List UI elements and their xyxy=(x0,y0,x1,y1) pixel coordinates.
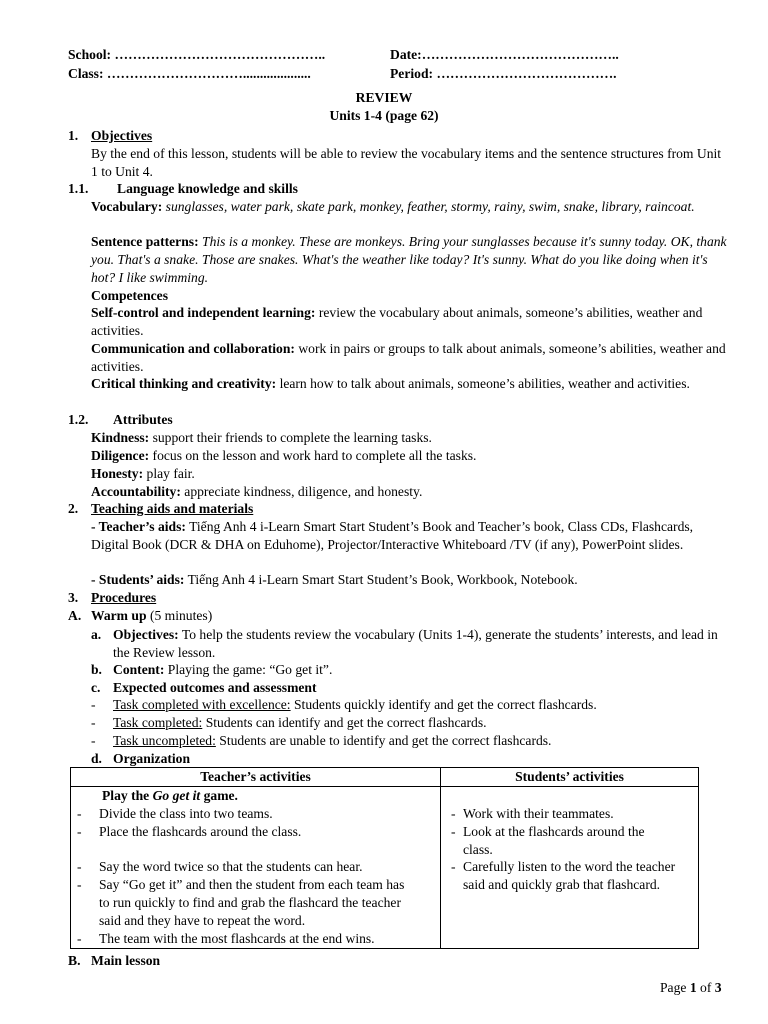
student-step-text: Work with their teammates. xyxy=(463,806,614,821)
step-dash: - xyxy=(77,823,82,839)
teacher-step-text: Say the word twice so that the students can hear. xyxy=(99,859,363,875)
kindness-text: support their friends to complete the learning tasks. xyxy=(152,430,432,445)
period-line xyxy=(390,65,617,83)
vocabulary-paragraph xyxy=(91,198,721,216)
game-intro-post: game. xyxy=(203,788,238,803)
period-label: Period: xyxy=(390,66,434,81)
spacer xyxy=(441,787,698,805)
table-body-row xyxy=(71,787,699,949)
student-step xyxy=(441,858,698,894)
page-total: 3 xyxy=(714,980,722,995)
kindness-line xyxy=(91,429,432,447)
accountability-label: Accountability: xyxy=(91,484,181,499)
sentence-patterns-paragraph xyxy=(91,233,731,286)
step-dash: - xyxy=(77,805,82,821)
students-aids-text: Tiếng Anh 4 i-Learn Smart Start Student’s Book, Workbook, Notebook. xyxy=(187,572,578,587)
sentence-patterns-text: This is a monkey. These are monkeys. Bring your sunglasses because it's sunny today. OK, thank you. That's a snake. Those are snakes. What's the weather like today? It's sunny. What do you like doing when it's hot? I like swimming. xyxy=(91,234,727,285)
teacher-step-text: The team with the most flashcards at the end wins. xyxy=(99,930,375,946)
step-dash: - xyxy=(77,859,82,875)
self-control-paragraph xyxy=(91,304,711,340)
students-activities-cell xyxy=(441,787,699,949)
student-step xyxy=(441,823,698,859)
date-label: Date: xyxy=(390,47,422,62)
school-label: School: xyxy=(68,47,112,62)
teacher-step-text: Divide the class into two teams. xyxy=(99,805,273,821)
outcome-dash-2: - xyxy=(91,715,96,730)
kindness-label: Kindness: xyxy=(91,430,150,445)
item-d-label: d. xyxy=(91,751,102,766)
item-c-label: c. xyxy=(91,680,101,695)
teacher-step xyxy=(71,823,440,841)
student-step-text: Look at the flashcards around the class. xyxy=(463,823,645,857)
game-intro-pre: Play the xyxy=(102,788,150,803)
outcome-completed xyxy=(113,714,487,732)
self-control-label: Self-control and independent learning: xyxy=(91,305,316,320)
objectives-intro: By the end of this lesson, students will be able to review the vocabulary items and the sentence structures from Unit 1 to Unit 4. xyxy=(91,146,722,179)
section-aids-num: 2. xyxy=(68,501,79,516)
diligence-text: focus on the lesson and work hard to complete all the tasks. xyxy=(152,448,477,463)
item-b-content-text: Playing the game: “Go get it”. xyxy=(167,662,333,677)
table-header-row xyxy=(71,768,699,787)
student-step-text: Carefully listen to the word the teacher said and quickly grab that flashcard. xyxy=(463,859,676,893)
teacher-step xyxy=(71,930,440,948)
sentence-patterns-label: Sentence patterns: xyxy=(91,234,199,249)
section-aids-heading: Teaching aids and materials xyxy=(91,501,254,516)
section-procedures-heading: Procedures xyxy=(91,590,157,605)
accountability-line xyxy=(91,483,422,501)
page-current: 1 xyxy=(689,980,697,995)
item-a-label: a. xyxy=(91,627,102,642)
outcome-uncompleted-label: Task uncompleted: xyxy=(113,733,216,748)
main-lesson-num: B. xyxy=(68,953,81,968)
warm-up-time: (5 minutes) xyxy=(149,608,213,623)
student-step xyxy=(441,805,698,823)
step-dash: - xyxy=(451,823,456,839)
teacher-step-text: Say “Go get it” and then the student from each team has to run quickly to find and grab the flashcard the teacher said and they have to repeat the word. xyxy=(99,877,405,928)
diligence-label: Diligence: xyxy=(91,448,150,463)
item-d-heading: Organization xyxy=(113,751,191,766)
warm-up-heading: Warm up xyxy=(91,608,147,623)
spacer xyxy=(71,840,440,858)
communication-label: Communication and collaboration: xyxy=(91,341,295,356)
item-a-objectives-label: Objectives: xyxy=(113,627,179,642)
outcome-completed-text: Students can identify and get the correct flashcards. xyxy=(205,715,487,730)
item-b-content xyxy=(113,661,332,679)
teacher-activities-cell xyxy=(71,787,441,949)
teacher-step-text: Place the flashcards around the class. xyxy=(99,823,302,839)
warm-up-line xyxy=(68,607,81,625)
outcome-excellence-label: Task completed with excellence: xyxy=(113,697,291,712)
outcome-uncompleted-text: Students are unable to identify and get the correct flashcards. xyxy=(219,733,552,748)
game-intro xyxy=(71,787,440,805)
date-dots: …………………………………….. xyxy=(421,47,619,62)
section-objectives-heading: Objectives xyxy=(91,128,153,143)
students-activities-header: Students’ activities xyxy=(441,768,699,787)
item-c-heading: Expected outcomes and assessment xyxy=(113,680,317,695)
self-control-text: review the vocabulary about animals, someone’s abilities, weather and activities. xyxy=(91,305,703,338)
page-word: Page xyxy=(660,980,687,995)
honesty-line xyxy=(91,465,195,483)
accountability-text: appreciate kindness, diligence, and honesty. xyxy=(184,484,423,499)
honesty-text: play fair. xyxy=(146,466,195,481)
teacher-step xyxy=(71,858,440,876)
subsection-1-2-num: 1.2. xyxy=(68,412,89,427)
page-subtitle: Units 1-4 (page 62) xyxy=(329,108,439,123)
diligence-line xyxy=(91,447,476,465)
teacher-step xyxy=(71,805,440,823)
date-line xyxy=(390,46,619,64)
section-objectives-num: 1. xyxy=(68,128,79,143)
teacher-step xyxy=(71,876,440,929)
class-label: Class: xyxy=(68,66,104,81)
subsection-1-2-heading: Attributes xyxy=(113,412,173,427)
students-aids-line xyxy=(91,571,578,589)
vocabulary-label: Vocabulary: xyxy=(91,199,163,214)
teacher-activities-header: Teacher’s activities xyxy=(71,768,441,787)
communication-paragraph xyxy=(91,340,731,376)
page-number xyxy=(660,979,722,997)
page-title: REVIEW xyxy=(355,90,413,105)
organization-table xyxy=(70,767,699,949)
class-line xyxy=(68,65,311,83)
outcome-uncompleted xyxy=(113,732,551,750)
communication-text: work in pairs or groups to talk about animals, someone’s abilities, weather and activities. xyxy=(91,341,726,374)
school-line xyxy=(68,46,325,64)
students-aids-label: - Students’ aids: xyxy=(91,572,185,587)
subsection-1-1-heading: Language knowledge and skills xyxy=(117,181,298,196)
class-dots: ………………………….................... xyxy=(106,66,311,81)
critical-thinking-label: Critical thinking and creativity: xyxy=(91,376,277,391)
critical-thinking-paragraph xyxy=(91,375,711,393)
game-name: Go get it xyxy=(152,788,201,803)
step-dash: - xyxy=(451,859,456,875)
warm-up-heading-line xyxy=(91,607,212,625)
outcome-dash-1: - xyxy=(91,697,96,712)
main-lesson-heading: Main lesson xyxy=(91,953,161,968)
school-dots: ……………………………………….. xyxy=(114,47,326,62)
subsection-1-1-num: 1.1. xyxy=(68,181,89,196)
step-dash: - xyxy=(77,877,82,893)
item-a-objectives xyxy=(113,626,733,662)
of-word: of xyxy=(700,980,712,995)
honesty-label: Honesty: xyxy=(91,466,144,481)
item-b-content-label: Content: xyxy=(113,662,165,677)
warm-up-num: A. xyxy=(68,608,82,623)
step-dash: - xyxy=(77,930,82,946)
critical-thinking-text: learn how to talk about animals, someone’s abilities, weather and activities. xyxy=(279,376,690,391)
outcome-excellence-text: Students quickly identify and get the correct flashcards. xyxy=(294,697,597,712)
competences-heading: Competences xyxy=(91,288,169,303)
item-b-label: b. xyxy=(91,662,102,677)
teacher-aids-text: Tiếng Anh 4 i-Learn Smart Start Student’s Book and Teacher’s book, Class CDs, Flashcards, Digital Book (DCR & DHA on Eduhome), Projector/Interactive Whiteboard /TV (if any), PowerPoint slides. xyxy=(91,519,694,552)
outcome-dash-3: - xyxy=(91,733,96,748)
step-dash: - xyxy=(451,806,456,821)
teacher-aids-label: - Teacher’s aids: xyxy=(91,519,186,534)
section-procedures-num: 3. xyxy=(68,590,79,605)
teacher-aids-paragraph xyxy=(91,518,721,554)
item-a-objectives-text: To help the students review the vocabulary (Units 1-4), generate the students’ interests, and lead in the Review lesson. xyxy=(113,627,718,660)
period-dots: …………………………………. xyxy=(436,66,617,81)
vocabulary-text: sunglasses, water park, skate park, monkey, feather, stormy, rainy, swim, snake, library, raincoat. xyxy=(165,199,695,214)
outcome-excellence xyxy=(113,696,597,714)
outcome-completed-label: Task completed: xyxy=(113,715,203,730)
